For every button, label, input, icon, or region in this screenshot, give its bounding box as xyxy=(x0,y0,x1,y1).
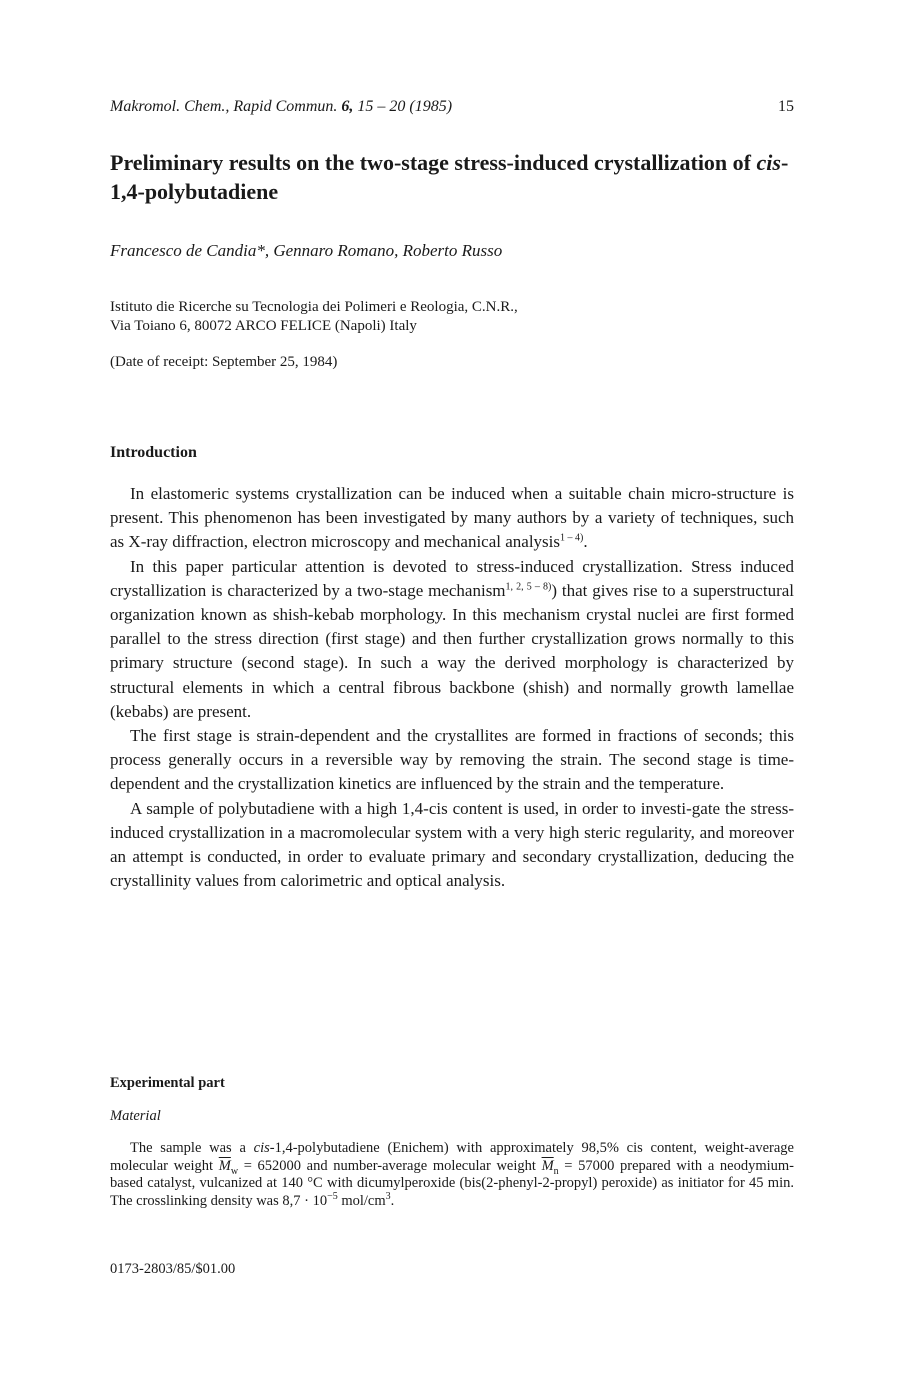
p1-reference: 1 – 4) xyxy=(560,532,584,544)
mat-cis: cis xyxy=(253,1140,270,1156)
mw-subscript: w xyxy=(230,1165,239,1177)
p1-end: . xyxy=(583,532,588,552)
title-italic: cis xyxy=(756,150,781,175)
journal-name: Makromol. Chem., Rapid Commun. xyxy=(110,98,338,115)
mat-b: -1,4-polybutadiene (Enichem) with approximately 98,5% cis content, weight-average molecular weight xyxy=(110,1140,794,1174)
crosslink-exponent: −5 xyxy=(327,1190,338,1202)
introduction-body xyxy=(110,482,794,893)
mat-c: = 652000 and number-average molecular weight xyxy=(238,1157,542,1174)
intro-paragraph-3: The first stage is strain-dependent and the crystallites are formed in fractions of seconds; this process generally occurs in a reversible way by removing the strain. The second stage is time-dependent and the crystallization kinetics are influenced by the strain and the temperature. xyxy=(110,726,794,794)
material-paragraph xyxy=(110,1140,794,1210)
affiliation-line-2: Via Toiano 6, 80072 ARCO FELICE (Napoli) Italy xyxy=(110,318,417,334)
mw-symbol: $\overline{M}$ xyxy=(218,1157,231,1174)
title-part2: -1,4-polybutadiene xyxy=(110,150,789,204)
unit-exponent: 3 xyxy=(385,1190,391,1202)
intro-paragraph-1 xyxy=(110,482,794,555)
introduction-heading: Introduction xyxy=(110,444,197,461)
experimental-heading: Experimental part xyxy=(110,1075,225,1091)
affiliation-line-1: Istituto die Ricerche su Tecnologia dei Polimeri e Reologia, C.N.R., xyxy=(110,299,518,315)
footer-code: 0173-2803/85/$01.00 xyxy=(110,1261,236,1277)
material-subheading: Material xyxy=(110,1108,161,1124)
mn-subscript: n xyxy=(553,1165,559,1177)
journal-pages-year: 15 – 20 (1985) xyxy=(357,98,453,115)
p2-reference: 1, 2, 5 – 8) xyxy=(505,581,552,593)
p2-text-a: In this paper particular attention is devoted to stress-induced crystallization. Stress induced crystallization is characterized by a two-stage mechanism xyxy=(110,556,794,600)
title-part1: Preliminary results on the two-stage stress-induced crystallization of xyxy=(110,150,757,175)
mn-symbol: $\overline{M}$ xyxy=(541,1157,554,1174)
affiliation xyxy=(110,298,518,336)
mat-a: The sample was a xyxy=(130,1140,254,1156)
p1-text: In elastomeric systems crystallization can be induced when a suitable chain micro-structure is present. This phenomenon has been investigated by many authors by a variety of techniques, such as X-ray diffraction, electron microscopy and mechanical analysis xyxy=(110,484,794,552)
running-head xyxy=(110,96,794,118)
p2-text-b: ) that gives rise to a superstructural organization known as shish-kebab morphology. In this mechanism crystal nuclei are first formed parallel to the stress direction (first stage) and then further crystallization grows normally to this primary structure (second stage). In such a way the derived morphology is characterized by structural elements in which a central fibrous backbone (shish) and normally growth lamellae (kebabs) are present. xyxy=(110,580,794,721)
mat-f: . xyxy=(390,1192,395,1209)
author-list: Francesco de Candia*, Gennaro Romano, Roberto Russo xyxy=(110,241,503,260)
mat-d: = 57000 prepared with a neodymium-based catalyst, vulcanized at 140 °C with dicumylperoxide (bis(2-phenyl-2-propyl) peroxide) as initiator for 45 min. The crosslinking density was 8,7 · 10 xyxy=(110,1157,795,1209)
mat-e: mol/cm xyxy=(337,1192,386,1209)
journal-volume: 6, xyxy=(341,98,354,115)
page-number: 15 xyxy=(778,98,794,115)
intro-paragraph-4: A sample of polybutadiene with a high 1,4-cis content is used, in order to investi-gate the stress-induced crystallization in a macromolecular system with a very high steric regularity, and moreover an attempt is conducted, in order to evaluate primary and secondary crystallization, deducing the crystallinity values from calorimetric and optical analysis. xyxy=(110,798,794,891)
intro-paragraph-2 xyxy=(110,555,794,724)
paper-title xyxy=(110,148,794,206)
receipt-date: (Date of receipt: September 25, 1984) xyxy=(110,354,338,370)
